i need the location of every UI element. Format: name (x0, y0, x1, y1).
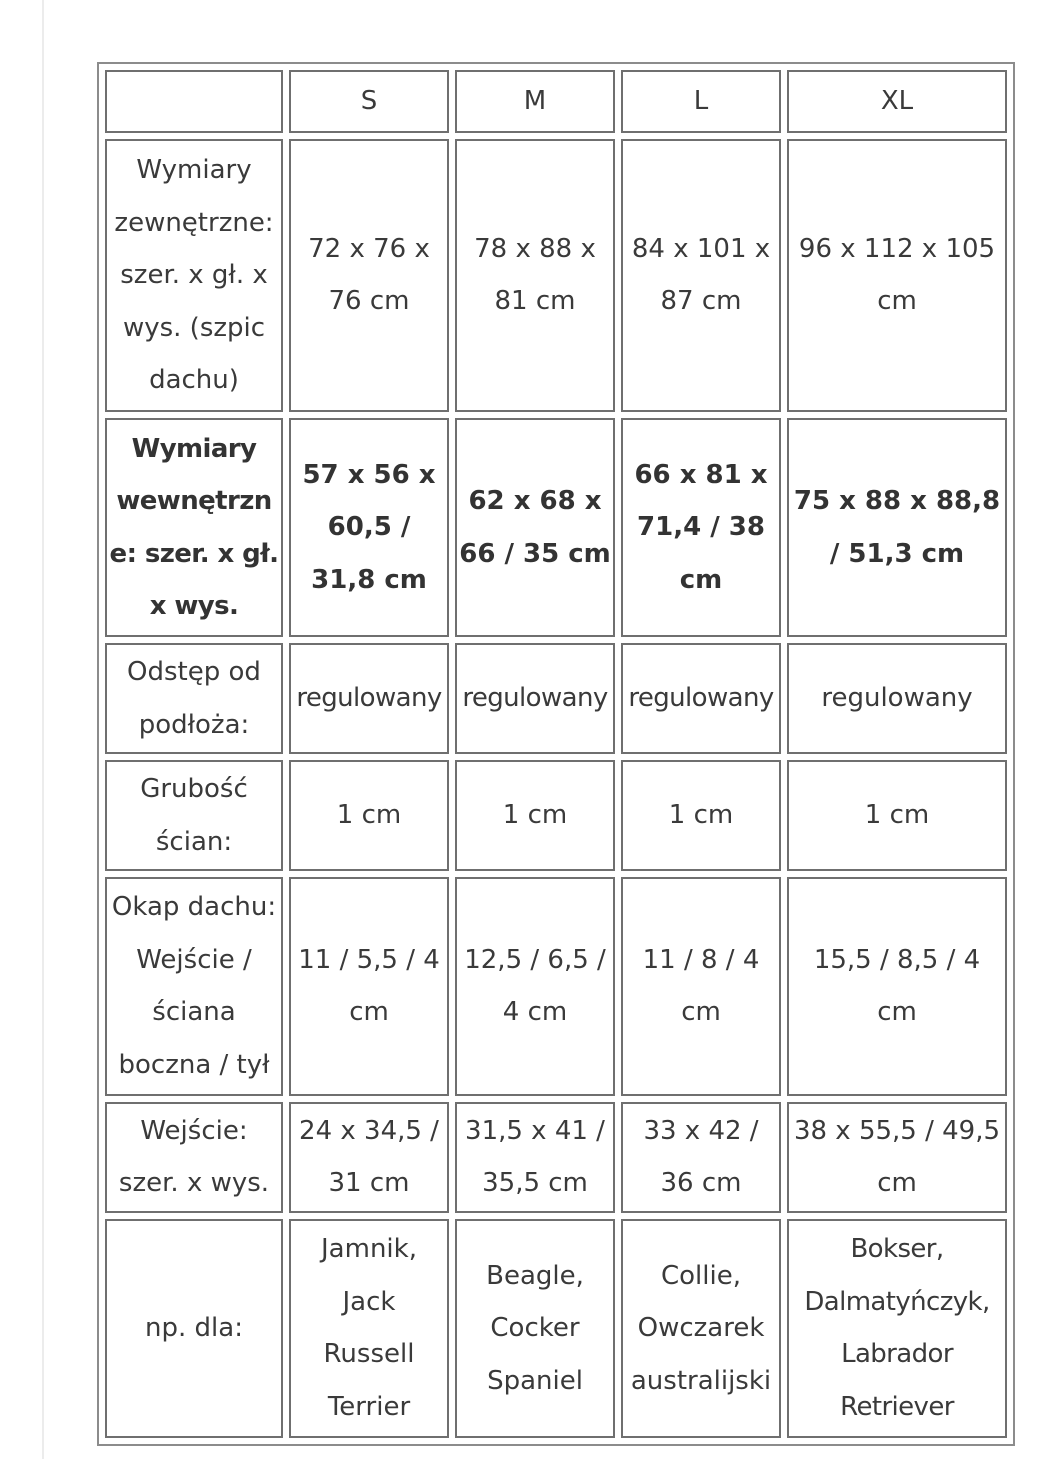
cell-m-entrance: 31,5 x 41 / 35,5 cm (455, 1102, 615, 1213)
cell-l-entrance: 33 x 42 / 36 cm (621, 1102, 781, 1213)
table-row (105, 139, 1007, 412)
header-cell-m: M (455, 70, 615, 133)
row-label-roof-overhang: Okap dachu: Wejście / ściana boczna / tył (105, 877, 283, 1096)
cell-m-roof-overhang: 12,5 / 6,5 / 4 cm (455, 877, 615, 1096)
cell-m-ground-clearance: regulowany (455, 643, 615, 754)
cell-s-roof-overhang: 11 / 5,5 / 4 cm (289, 877, 449, 1096)
cell-l-wall-thickness: 1 cm (621, 760, 781, 871)
cell-xl-entrance: 38 x 55,5 / 49,5 cm (787, 1102, 1007, 1213)
cell-s-ground-clearance: regulowany (289, 643, 449, 754)
row-label-example-breeds: np. dla: (105, 1219, 283, 1438)
cell-s-entrance: 24 x 34,5 / 31 cm (289, 1102, 449, 1213)
cell-l-internal-dimensions: 66 x 81 x 71,4 / 38 cm (621, 418, 781, 637)
header-cell-s: S (289, 70, 449, 133)
header-row (105, 70, 1007, 133)
row-label-internal-dimensions: Wymiary wewnętrzne: szer. x gł. x wys. (105, 418, 283, 637)
page-left-rule (42, 0, 44, 1459)
table-row (105, 877, 1007, 1096)
table-row (105, 418, 1007, 637)
cell-m-internal-dimensions: 62 x 68 x 66 / 35 cm (455, 418, 615, 637)
cell-xl-example-breeds: Bokser, Dalmatyńczyk, Labrador Retriever (787, 1219, 1007, 1438)
cell-l-ground-clearance: regulowany (621, 643, 781, 754)
table-row (105, 643, 1007, 754)
row-label-wall-thickness: Grubość ścian: (105, 760, 283, 871)
cell-l-example-breeds: Collie, Owczarek australijski (621, 1219, 781, 1438)
header-cell-xl: XL (787, 70, 1007, 133)
cell-xl-internal-dimensions: 75 x 88 x 88,8 / 51,3 cm (787, 418, 1007, 637)
table-row (105, 760, 1007, 871)
cell-xl-external-dimensions: 96 x 112 x 105 cm (787, 139, 1007, 412)
cell-s-example-breeds: Jamnik, Jack Russell Terrier (289, 1219, 449, 1438)
cell-s-internal-dimensions: 57 x 56 x 60,5 / 31,8 cm (289, 418, 449, 637)
header-cell-empty (105, 70, 283, 133)
size-table (99, 64, 1013, 1444)
row-label-entrance: Wejście: szer. x wys. (105, 1102, 283, 1213)
cell-xl-wall-thickness: 1 cm (787, 760, 1007, 871)
size-table-frame (97, 62, 1015, 1446)
cell-xl-roof-overhang: 15,5 / 8,5 / 4 cm (787, 877, 1007, 1096)
cell-m-wall-thickness: 1 cm (455, 760, 615, 871)
cell-m-example-breeds: Beagle, Cocker Spaniel (455, 1219, 615, 1438)
row-label-external-dimensions: Wymiary zewnętrzne: szer. x gł. x wys. (szpic dachu) (105, 139, 283, 412)
cell-s-wall-thickness: 1 cm (289, 760, 449, 871)
cell-l-roof-overhang: 11 / 8 / 4 cm (621, 877, 781, 1096)
cell-l-external-dimensions: 84 x 101 x 87 cm (621, 139, 781, 412)
header-cell-l: L (621, 70, 781, 133)
cell-xl-ground-clearance: regulowany (787, 643, 1007, 754)
cell-s-external-dimensions: 72 x 76 x 76 cm (289, 139, 449, 412)
table-row (105, 1219, 1007, 1438)
row-label-ground-clearance: Odstęp od podłoża: (105, 643, 283, 754)
cell-m-external-dimensions: 78 x 88 x 81 cm (455, 139, 615, 412)
table-row (105, 1102, 1007, 1213)
